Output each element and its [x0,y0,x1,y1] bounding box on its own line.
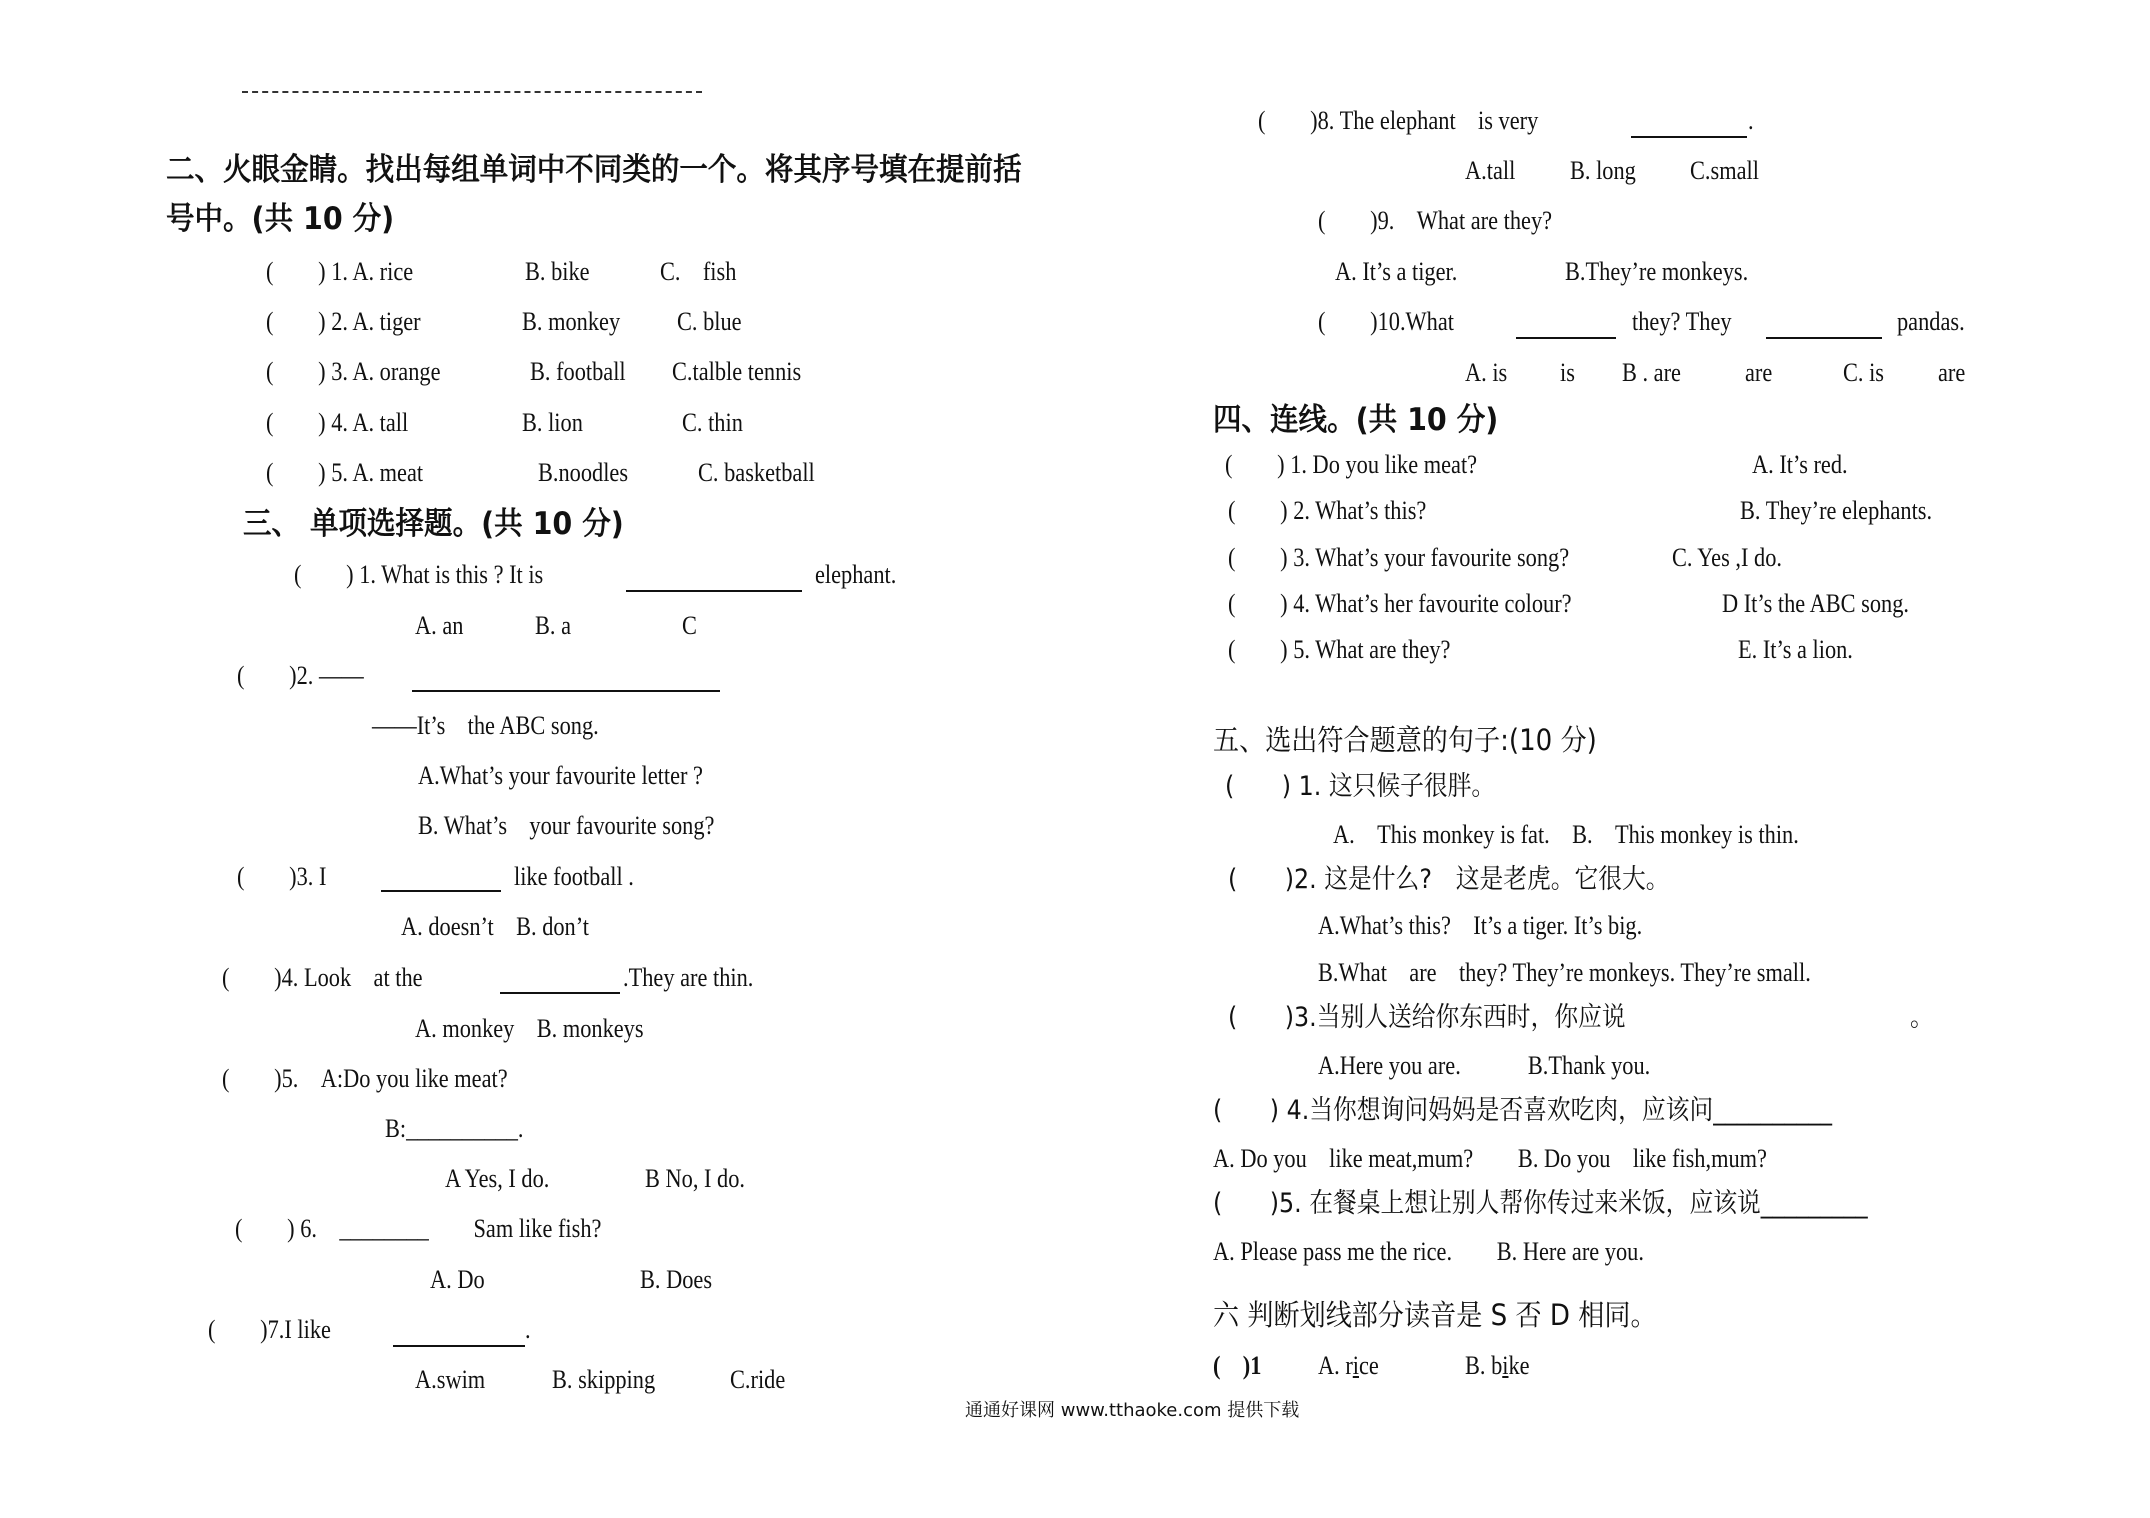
sec4-item-4-a: D It’s the ABC song. [1722,589,1909,618]
sec2-item-1-b: B. bike [525,257,590,286]
sec2-item-3-c: C.talble tennis [672,357,802,386]
sec4-item-2-a: B. They’re elephants. [1740,496,1933,525]
sec6-q1-b-pre: B. b [1465,1351,1503,1380]
sec2-item-5-num: ( ) 5. A. meat [266,458,424,487]
sec5-q5-opts: A. Please pass me the rice. B. Here are you. [1213,1237,1644,1266]
section3-title: 三、 单项选择题。(共 10 分) [243,506,624,542]
sec6-q1-b-underlined: i [1502,1351,1509,1380]
sec3-q10: ( )10.What [1318,307,1454,336]
sec3-q3-opts: A. doesn’t B. don’t [401,912,590,941]
sec3-q1-tail: elephant. [815,560,897,589]
sec6-q1-a-underlined: i [1352,1351,1359,1380]
sec5-q3: ( )3.当别人送给你东西时，你应说 [1228,1002,1626,1033]
sec3-q8-opt-a: A.tall [1465,156,1516,185]
section4-title: 四、连线。(共 10 分) [1213,402,1499,438]
sec3-q8-tail: . [1748,106,1754,135]
sec2-item-2-b: B. monkey [522,307,621,336]
sec3-q8-opt-b: B. long [1570,156,1636,185]
sec4-item-5-q: ( ) 5. What are they? [1228,635,1451,664]
sec2-item-5-c: C. basketball [698,458,815,487]
sec6-q1-a-pre: A. r [1318,1351,1353,1380]
sec2-item-1-c: C. fish [660,257,737,286]
sec5-q2: ( )2. 这是什么? 这是老虎。它很大。 [1228,864,1670,895]
sec3-q10-tail: pandas. [1897,307,1965,336]
sec6-q1-opt-b [1465,1353,1530,1379]
sec2-item-2-c: C. blue [677,307,742,336]
sec4-item-1-a: A. It’s red. [1752,450,1848,479]
sec3-q7-blank [393,1345,525,1347]
sec6-q1: ( )1 [1213,1351,1262,1380]
sec3-q2-blank [412,690,720,692]
sec3-q6: ( ) 6. ________ Sam like fish? [235,1214,602,1243]
sec3-q2-answer: ——It’s the ABC song. [372,711,599,740]
sec3-q4-blank [500,992,620,994]
sec4-item-3-a: C. Yes ,I do. [1672,543,1782,572]
sec3-q1: ( ) 1. What is this ? It is [294,560,544,589]
sec2-item-1-num: ( ) 1. A. rice [266,257,414,286]
sec5-q2-opt-a: A.What’s this? It’s a tiger. It’s big. [1318,911,1643,940]
sec3-q9-opt-b: B.They’re monkeys. [1565,257,1749,286]
sec3-q7: ( )7.I like [208,1315,331,1344]
sec3-q10-opt-b1: B . are [1622,358,1681,387]
sec3-q7-opt-a: A.swim [415,1365,486,1394]
sec3-q7-opt-b: B. skipping [552,1365,656,1394]
sec3-q4-tail: .They are thin. [623,963,754,992]
sec3-q2: ( )2. —— [237,661,364,690]
sec3-q6-opt-b: B. Does [640,1265,713,1294]
sec2-item-3-b: B. football [530,357,626,386]
sec3-q1-blank [626,590,802,592]
sec3-q2-opt-a: A.What’s your favourite letter ? [418,761,703,790]
section2-title-line2: 号中。(共 10 分) [166,201,395,237]
top-dashed-rule [242,91,702,93]
sec3-q5-opt-a: A Yes, I do. [445,1164,550,1193]
sec3-q9: ( )9. What are they? [1318,206,1553,235]
sec3-q7-tail: . [525,1315,531,1344]
sec3-q2-opt-b: B. What’s your favourite song? [418,811,715,840]
sec4-item-3-q: ( ) 3. What’s your favourite song? [1228,543,1570,572]
sec3-q10-opt-a1: A. is [1465,358,1508,387]
sec2-item-2-num: ( ) 2. A. tiger [266,307,421,336]
section5-title: 五、选出符合题意的句子:(10 分) [1213,723,1597,757]
sec3-q4-opts: A. monkey B. monkeys [415,1014,644,1043]
sec3-q3-tail: like football . [514,862,634,891]
sec3-q10-opt-a2: is [1560,358,1575,387]
sec3-q9-opt-a: A. It’s a tiger. [1335,257,1458,286]
sec5-q1-opts: A. This monkey is fat. B. This monkey is thin. [1333,820,1799,849]
sec5-q2-opt-b: B.What are they? They’re monkeys. They’re small. [1318,958,1811,987]
sec4-item-2-q: ( ) 2. What’s this? [1228,496,1427,525]
sec2-item-4-b: B. lion [522,408,583,437]
sec3-q10-blank-1 [1516,337,1616,339]
sec3-q4: ( )4. Look at the [222,963,423,992]
sec4-item-4-q: ( ) 4. What’s her favourite colour? [1228,589,1572,618]
sec3-q8: ( )8. The elephant is very [1258,106,1539,135]
sec5-q5: ( )5. 在餐桌上想让别人帮你传过来米饭，应该说_________ [1213,1188,1868,1219]
sec6-q1-b-post: ke [1508,1351,1530,1380]
section6-title: 六 判断划线部分读音是 S 否 D 相同。 [1213,1298,1657,1332]
sec3-q1-opt-b: B. a [535,611,572,640]
sec3-q10-opt-c2: are [1938,358,1966,387]
sec3-q10-blank-2 [1766,337,1882,339]
sec2-item-5-b: B.noodles [538,458,629,487]
sec3-q10-opt-c1: C. is [1843,358,1885,387]
sec6-q1-opt-a [1318,1353,1379,1379]
sec3-q1-opt-c: C [682,611,697,640]
sec3-q6-opt-a: A. Do [430,1265,485,1294]
sec5-q1: ( ) 1. 这只候子很胖。 [1225,771,1496,802]
section2-title-line1: 二、火眼金睛。找出每组单词中不同类的一个。将其序号填在提前括 [166,152,1022,188]
sec3-q10-opt-b2: are [1745,358,1773,387]
sec2-item-4-c: C. thin [682,408,743,437]
sec5-q3-opts: A.Here you are. B.Thank you. [1318,1051,1651,1080]
sec2-item-3-num: ( ) 3. A. orange [266,357,441,386]
sec3-q7-opt-c: C.ride [730,1365,786,1394]
sec5-q4: ( ) 4.当你想询问妈妈是否喜欢吃肉，应该问__________ [1213,1095,1833,1126]
sec3-q5: ( )5. A:Do you like meat? [222,1064,508,1093]
sec3-q1-opt-a: A. an [415,611,464,640]
sec4-item-1-q: ( ) 1. Do you like meat? [1225,450,1478,479]
sec4-item-5-a: E. It’s a lion. [1738,635,1853,664]
sec3-q10-mid: they? They [1632,307,1732,336]
sec2-item-4-num: ( ) 4. A. tall [266,408,409,437]
sec3-q3: ( )3. I [237,862,327,891]
sec3-q8-blank [1631,136,1747,138]
sec3-q8-opt-c: C.small [1690,156,1759,185]
sec6-q1-a-post: ce [1358,1351,1379,1380]
sec3-q5-b: B:__________. [385,1114,524,1143]
sec3-q5-opt-b: B No, I do. [645,1164,746,1193]
sec5-q4-opts: A. Do you like meat,mum? B. Do you like fish,mum? [1213,1144,1767,1173]
page-footer: 通通好课网 www.tthaoke.com 提供下载 [965,1400,1300,1421]
sec3-q3-blank [381,890,501,892]
sec5-q3-end: 。 [1910,1002,1934,1033]
